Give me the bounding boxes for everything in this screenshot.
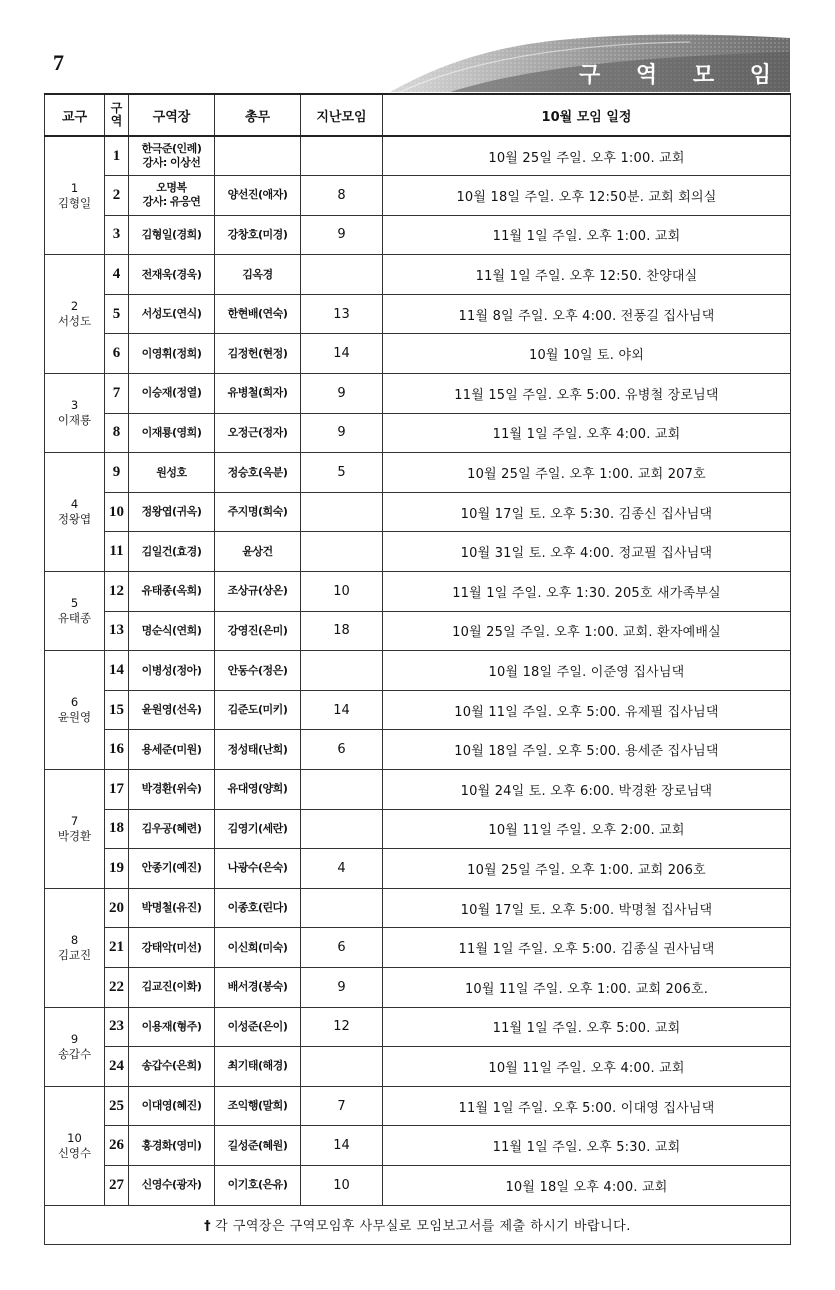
- zone-number: 18: [105, 809, 129, 849]
- header-schedule: 10월 모임 일정: [383, 94, 791, 136]
- last-meeting-count: 13: [301, 294, 383, 334]
- zone-treasurer: 정성태(난희): [215, 730, 301, 770]
- zone-leader-name: 이승재(정열): [141, 386, 202, 400]
- page-number: 7: [53, 50, 64, 75]
- last-meeting-count: [301, 651, 383, 691]
- meeting-schedule: 10월 31일 토. 오후 4:00. 정교필 집사님댁: [383, 532, 791, 572]
- last-meeting-count: [301, 1047, 383, 1087]
- last-meeting-count: 8: [301, 176, 383, 216]
- district-cell: [45, 453, 105, 572]
- header-last-meeting: 지난모임: [301, 94, 383, 136]
- zone-number: 20: [105, 888, 129, 928]
- district-number: 1: [70, 180, 79, 195]
- zone-leader: [129, 1007, 215, 1047]
- zone-leader-name: 박경환(위숙): [141, 782, 202, 796]
- zone-leader-name: 김교진(이화): [141, 980, 202, 994]
- zone-treasurer: 김영기(세란): [215, 809, 301, 849]
- last-meeting-count: [301, 888, 383, 928]
- zone-leader: [129, 1126, 215, 1166]
- table-row: [45, 651, 791, 691]
- zone-leader-name: 신영수(광자): [141, 1178, 202, 1192]
- zone-leader-name: 윤원영(선옥): [141, 703, 202, 717]
- last-meeting-count: 14: [301, 334, 383, 374]
- district-pastor: 유태종: [57, 611, 92, 626]
- zone-leader: [129, 374, 215, 414]
- zone-leader-name: 유태종(옥희): [141, 584, 202, 598]
- meeting-schedule: 11월 1일 주일. 오후 5:00. 교회: [383, 1007, 791, 1047]
- meeting-schedule: 11월 1일 주일. 오후 5:00. 김종실 권사님댁: [383, 928, 791, 968]
- header-zone: 구역: [105, 94, 129, 136]
- zone-treasurer: 오정근(정자): [215, 413, 301, 453]
- zone-lecturer: 강사: 유응연: [142, 195, 201, 209]
- district-cell: [45, 888, 105, 1007]
- meeting-schedule: 10월 11일 주일. 오후 5:00. 유제필 집사님댁: [383, 690, 791, 730]
- meeting-schedule: 10월 25일 주일. 오후 1:00. 교회: [383, 136, 791, 176]
- zone-number: 7: [105, 374, 129, 414]
- zone-leader-name: 박명철(유진): [141, 901, 202, 915]
- district-cell: [45, 572, 105, 651]
- zone-number: 14: [105, 651, 129, 691]
- district-number: 7: [70, 813, 79, 828]
- zone-leader-name: 오명복: [156, 181, 187, 195]
- meeting-schedule: 10월 17일 토. 오후 5:00. 박명철 집사님댁: [383, 888, 791, 928]
- zone-leader-name: 안종기(예진): [141, 861, 202, 875]
- last-meeting-count: 14: [301, 690, 383, 730]
- zone-treasurer: 최기태(해경): [215, 1047, 301, 1087]
- zone-treasurer: 나광수(은숙): [215, 849, 301, 889]
- meeting-schedule: 10월 18일 주일. 오후 5:00. 용세준 집사님댁: [383, 730, 791, 770]
- zone-leader-name: 정왕엽(귀옥): [141, 505, 202, 519]
- district-number: 9: [70, 1031, 79, 1046]
- district-number: 5: [70, 596, 79, 611]
- last-meeting-count: 9: [301, 413, 383, 453]
- zone-leader-name: 이병성(정아): [141, 663, 202, 677]
- meeting-schedule: 10월 11일 주일. 오후 2:00. 교회: [383, 809, 791, 849]
- last-meeting-count: 9: [301, 967, 383, 1007]
- zone-number: 5: [105, 294, 129, 334]
- zone-number: 27: [105, 1165, 129, 1205]
- zone-leader-name: 서성도(연식): [141, 307, 202, 321]
- last-meeting-count: 18: [301, 611, 383, 651]
- zone-leader-name: 원성호: [156, 465, 187, 479]
- zone-number: 2: [105, 176, 129, 216]
- meeting-schedule: 11월 8일 주일. 오후 4:00. 전풍길 집사님댁: [383, 294, 791, 334]
- zone-treasurer: 강영진(은미): [215, 611, 301, 651]
- zone-treasurer: 조상규(상온): [215, 572, 301, 612]
- zone-leader: [129, 176, 215, 216]
- zone-leader: [129, 888, 215, 928]
- dagger-icon: †: [204, 1219, 212, 1235]
- header-treasurer: 총무: [215, 94, 301, 136]
- meeting-schedule: 11월 1일 주일. 오후 5:30. 교회: [383, 1126, 791, 1166]
- zone-leader-name: 이대영(혜진): [141, 1099, 202, 1113]
- zone-treasurer: 한현배(연숙): [215, 294, 301, 334]
- table-row: [45, 690, 791, 730]
- last-meeting-count: 6: [301, 928, 383, 968]
- district-cell: [45, 255, 105, 374]
- zone-number: 25: [105, 1086, 129, 1126]
- table-row: [45, 1126, 791, 1166]
- zone-leader: [129, 611, 215, 651]
- zone-treasurer: 이종호(린다): [215, 888, 301, 928]
- zone-number: 21: [105, 928, 129, 968]
- last-meeting-count: [301, 532, 383, 572]
- zone-number: 23: [105, 1007, 129, 1047]
- zone-leader-name: 전재욱(경욱): [141, 267, 202, 281]
- meeting-schedule: 11월 1일 주일. 오후 1:00. 교회: [383, 215, 791, 255]
- zone-treasurer: 안동수(정은): [215, 651, 301, 691]
- zone-leader: [129, 730, 215, 770]
- table-row: [45, 809, 791, 849]
- district-cell: [45, 651, 105, 770]
- district-number: 4: [70, 497, 79, 512]
- zone-number: 4: [105, 255, 129, 295]
- zone-leader-name: 김형일(경희): [141, 227, 202, 241]
- zone-leader-name: 이재룡(영희): [141, 425, 202, 439]
- zone-lecturer: 강사: 이상선: [142, 156, 201, 170]
- last-meeting-count: [301, 770, 383, 810]
- zone-leader-name: 홍경화(영미): [141, 1138, 202, 1152]
- table-row: [45, 532, 791, 572]
- table-row: [45, 928, 791, 968]
- meeting-schedule: 10월 25일 주일. 오후 1:00. 교회 206호: [383, 849, 791, 889]
- table-row: [45, 1165, 791, 1205]
- last-meeting-count: 9: [301, 215, 383, 255]
- meeting-schedule: 10월 25일 주일. 오후 1:00. 교회. 환자예배실: [383, 611, 791, 651]
- zone-leader: [129, 136, 215, 176]
- district-pastor: 김교진: [57, 947, 92, 962]
- table-row: [45, 770, 791, 810]
- district-cell: [45, 770, 105, 889]
- zone-number: 19: [105, 849, 129, 889]
- zone-treasurer: 조익행(말희): [215, 1086, 301, 1126]
- table-row: [45, 374, 791, 414]
- zone-leader: [129, 492, 215, 532]
- district-number: 8: [70, 932, 79, 947]
- district-pastor: 윤원영: [57, 710, 92, 725]
- last-meeting-count: [301, 809, 383, 849]
- district-pastor: 송갑수: [57, 1046, 92, 1061]
- zone-leader-name: 송갑수(은희): [141, 1059, 202, 1073]
- table-row: [45, 453, 791, 493]
- zone-number: 22: [105, 967, 129, 1007]
- zone-leader-name: 이영휘(정희): [141, 346, 202, 360]
- footer-text: 각 구역장은 구역모임후 사무실로 모임보고서를 제출 하시기 바랍니다.: [215, 1219, 631, 1235]
- last-meeting-count: 5: [301, 453, 383, 493]
- district-pastor: 정왕엽: [57, 512, 92, 527]
- zone-number: 17: [105, 770, 129, 810]
- district-pastor: 박경환: [57, 828, 92, 843]
- zone-number: 13: [105, 611, 129, 651]
- district-cell: [45, 1007, 105, 1086]
- table-row: [45, 176, 791, 216]
- table-row: [45, 255, 791, 295]
- table-row: [45, 849, 791, 889]
- meeting-schedule: 10월 10일 토. 야외: [383, 334, 791, 374]
- zone-number: 3: [105, 215, 129, 255]
- zone-leader-name: 용세준(미원): [141, 742, 202, 756]
- zone-treasurer: 길성준(혜원): [215, 1126, 301, 1166]
- zone-number: 6: [105, 334, 129, 374]
- table-row: [45, 136, 791, 176]
- zone-number: 10: [105, 492, 129, 532]
- footer-row: [45, 1205, 791, 1245]
- zone-treasurer: 이신희(미숙): [215, 928, 301, 968]
- table-row: [45, 492, 791, 532]
- meeting-schedule: 10월 18일 주일. 오후 12:50분. 교회 회의실: [383, 176, 791, 216]
- footer-note: [45, 1205, 791, 1245]
- district-pastor: 김형일: [57, 195, 92, 210]
- zone-leader: [129, 334, 215, 374]
- district-pastor: 이재룡: [57, 413, 92, 428]
- zone-leader: [129, 1165, 215, 1205]
- zone-leader: [129, 967, 215, 1007]
- zone-treasurer: 윤상건: [215, 532, 301, 572]
- district-cell: [45, 136, 105, 255]
- last-meeting-count: 7: [301, 1086, 383, 1126]
- zone-number: 8: [105, 413, 129, 453]
- zone-treasurer: 이성준(은이): [215, 1007, 301, 1047]
- zone-treasurer: 배서경(봉숙): [215, 967, 301, 1007]
- zone-treasurer: 주지명(희숙): [215, 492, 301, 532]
- zone-leader: [129, 809, 215, 849]
- meeting-schedule: 10월 11일 주일. 오후 1:00. 교회 206호.: [383, 967, 791, 1007]
- meeting-schedule: 10월 18일 주일. 이준영 집사님댁: [383, 651, 791, 691]
- zone-leader: [129, 690, 215, 730]
- zone-meeting-table: [44, 93, 791, 1245]
- zone-leader: [129, 532, 215, 572]
- zone-treasurer: 이기호(은유): [215, 1165, 301, 1205]
- meeting-schedule: 11월 1일 주일. 오후 4:00. 교회: [383, 413, 791, 453]
- table-row: [45, 215, 791, 255]
- zone-leader: [129, 849, 215, 889]
- zone-treasurer: 양선진(애자): [215, 176, 301, 216]
- table-row: [45, 730, 791, 770]
- meeting-schedule: 10월 18일 오후 4:00. 교회: [383, 1165, 791, 1205]
- district-pastor: 서성도: [57, 314, 92, 329]
- zone-leader: [129, 928, 215, 968]
- district-pastor: 신영수: [57, 1145, 92, 1160]
- table-header-row: [45, 94, 791, 136]
- district-cell: [45, 374, 105, 453]
- zone-treasurer: 김옥경: [215, 255, 301, 295]
- district-number: 2: [70, 299, 79, 314]
- meeting-schedule: 11월 15일 주일. 오후 5:00. 유병철 장로님댁: [383, 374, 791, 414]
- last-meeting-count: [301, 136, 383, 176]
- last-meeting-count: [301, 492, 383, 532]
- zone-leader: [129, 294, 215, 334]
- last-meeting-count: 4: [301, 849, 383, 889]
- table-row: [45, 967, 791, 1007]
- last-meeting-count: [301, 255, 383, 295]
- zone-number: 9: [105, 453, 129, 493]
- table-row: [45, 1047, 791, 1087]
- table-row: [45, 334, 791, 374]
- zone-treasurer: 강창호(미경): [215, 215, 301, 255]
- meeting-schedule: 10월 17일 토. 오후 5:30. 김종신 집사님댁: [383, 492, 791, 532]
- table-row: [45, 1007, 791, 1047]
- header-district: 교구: [45, 94, 105, 136]
- zone-leader: [129, 215, 215, 255]
- meeting-schedule: 10월 25일 주일. 오후 1:00. 교회 207호: [383, 453, 791, 493]
- zone-number: 1: [105, 136, 129, 176]
- last-meeting-count: 14: [301, 1126, 383, 1166]
- zone-number: 24: [105, 1047, 129, 1087]
- table-row: [45, 888, 791, 928]
- zone-leader-name: 이용재(형주): [141, 1019, 202, 1033]
- zone-leader-name: 강태악(미선): [141, 940, 202, 954]
- zone-number: 26: [105, 1126, 129, 1166]
- table-row: [45, 611, 791, 651]
- meeting-schedule: 11월 1일 주일. 오후 5:00. 이대영 집사님댁: [383, 1086, 791, 1126]
- district-number: 6: [70, 695, 79, 710]
- zone-leader: [129, 453, 215, 493]
- last-meeting-count: 10: [301, 1165, 383, 1205]
- header-leader: 구역장: [129, 94, 215, 136]
- district-number: 3: [70, 398, 79, 413]
- zone-treasurer: [215, 136, 301, 176]
- zone-number: 16: [105, 730, 129, 770]
- last-meeting-count: 9: [301, 374, 383, 414]
- page-title: 구 역 모 임: [579, 63, 785, 88]
- zone-leader-name: 김일건(효경): [141, 544, 202, 558]
- zone-leader: [129, 651, 215, 691]
- zone-number: 12: [105, 572, 129, 612]
- meeting-schedule: 11월 1일 주일. 오후 12:50. 찬양대실: [383, 255, 791, 295]
- zone-leader-name: 김우공(혜련): [141, 821, 202, 835]
- zone-number: 11: [105, 532, 129, 572]
- zone-treasurer: 정승호(옥분): [215, 453, 301, 493]
- zone-treasurer: 김준도(미키): [215, 690, 301, 730]
- zone-leader: [129, 1086, 215, 1126]
- last-meeting-count: 6: [301, 730, 383, 770]
- zone-leader: [129, 413, 215, 453]
- table-row: [45, 413, 791, 453]
- district-cell: [45, 1086, 105, 1205]
- table-row: [45, 572, 791, 612]
- last-meeting-count: 12: [301, 1007, 383, 1047]
- meeting-schedule: 10월 24일 토. 오후 6:00. 박경환 장로님댁: [383, 770, 791, 810]
- meeting-schedule: 11월 1일 주일. 오후 1:30. 205호 새가족부실: [383, 572, 791, 612]
- table-row: [45, 1086, 791, 1126]
- last-meeting-count: 10: [301, 572, 383, 612]
- zone-treasurer: 유대영(양희): [215, 770, 301, 810]
- zone-leader-name: 한극준(인례): [141, 142, 202, 156]
- zone-treasurer: 유병철(희자): [215, 374, 301, 414]
- zone-leader: [129, 1047, 215, 1087]
- zone-leader: [129, 770, 215, 810]
- table-row: [45, 294, 791, 334]
- zone-leader-name: 명순식(연희): [141, 623, 202, 637]
- zone-leader: [129, 255, 215, 295]
- zone-leader: [129, 572, 215, 612]
- zone-treasurer: 김정헌(현정): [215, 334, 301, 374]
- meeting-schedule: 10월 11일 주일. 오후 4:00. 교회: [383, 1047, 791, 1087]
- zone-number: 15: [105, 690, 129, 730]
- district-number: 10: [67, 1130, 82, 1145]
